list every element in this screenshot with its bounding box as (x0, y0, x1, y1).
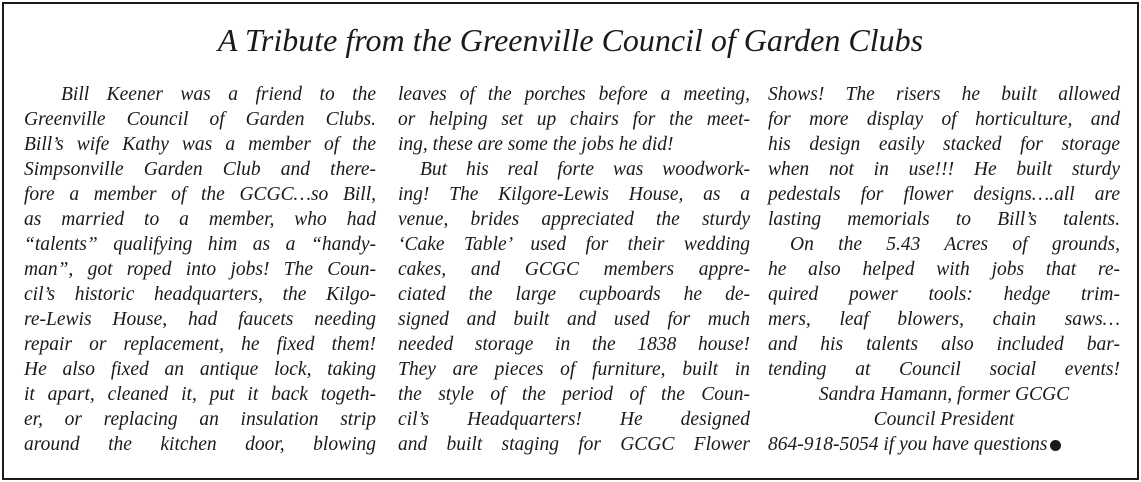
text-line: “talents” qualifying him as a “handy- (24, 234, 376, 255)
text-line: when not in use!!! He built sturdy (768, 159, 1120, 180)
text-line: ‘Cake Table’ used for their wedding (398, 234, 750, 255)
text-line: signed and built and used for much (398, 309, 750, 330)
text-line: Shows! The risers he built allowed (768, 84, 1120, 105)
text-line: re-Lewis House, had faucets needing (24, 309, 376, 330)
article-frame (2, 2, 1139, 480)
text-line: ciated the large cupboards he de- (398, 284, 750, 305)
text-line: ing! The Kilgore-Lewis House, as a (398, 184, 750, 205)
text-line: quired power tools: hedge trim- (768, 284, 1120, 305)
text-line: Bill’s wife Kathy was a member of the (24, 134, 376, 155)
text-line: cil’s historic headquarters, the Kilgo- (24, 284, 376, 305)
text-line: the style of the period of the Coun- (398, 384, 750, 405)
text-line: ing, these are some the jobs he did! (398, 134, 674, 155)
text-line: cil’s Headquarters! He designed (398, 409, 750, 430)
end-mark-icon (1050, 440, 1061, 451)
article-column-3 (768, 82, 1120, 457)
text-line: cakes, and GCGC members appre- (398, 259, 750, 280)
article-column-1 (24, 82, 376, 457)
text-line: he also helped with jobs that re- (768, 259, 1120, 280)
text-line: or helping set up chairs for the meet- (398, 109, 750, 130)
text-line: and built staging for GCGC Flower (398, 434, 750, 455)
contact-text: 864-918-5054 if you have questions (768, 434, 1048, 455)
text-line: er, or replacing an insulation strip (24, 409, 376, 430)
text-line: his design easily stacked for storage (768, 134, 1120, 155)
text-line: around the kitchen door, blowing (24, 434, 376, 455)
text-line: On the 5.43 Acres of grounds, (790, 234, 1120, 255)
text-line: and his talents also included bar- (768, 334, 1120, 355)
text-line: as married to a member, who had (24, 209, 376, 230)
text-line: They are pieces of furniture, built in (398, 359, 750, 380)
text-line: pedestals for flower designs….all are (768, 184, 1120, 205)
signature-title: Council President (873, 409, 1015, 430)
text-line: for more display of horticulture, and (768, 109, 1120, 130)
text-line: it apart, cleaned it, put it back togeth- (24, 384, 376, 405)
text-line: Greenville Council of Garden Clubs. (24, 109, 376, 130)
text-line: lasting memorials to Bill’s talents. (768, 209, 1120, 230)
article-column-2 (398, 82, 750, 457)
text-line: Bill Keener was a friend to the (61, 84, 376, 105)
text-line: venue, brides appreciated the sturdy (398, 209, 750, 230)
contact-line (768, 432, 1120, 457)
text-line: fore a member of the GCGC…so Bill, (24, 184, 376, 205)
text-line: man”, got roped into jobs! The Coun- (24, 259, 376, 280)
signature-name: Sandra Hamann, former GCGC (818, 384, 1070, 405)
text-line: He also fixed an antique lock, taking (24, 359, 376, 380)
text-line: needed storage in the 1838 house! (398, 334, 750, 355)
text-line: repair or replacement, he fixed them! (24, 334, 376, 355)
text-line: But his real forte was woodwork- (420, 159, 750, 180)
article-title: A Tribute from the Greenville Council of Garden Clubs (217, 22, 924, 58)
text-line: leaves of the porches before a meeting, (398, 84, 750, 105)
text-line: tending at Council social events! (768, 359, 1120, 380)
text-line: mers, leaf blowers, chain saws… (768, 309, 1120, 330)
text-line: Simpsonville Garden Club and there- (24, 159, 376, 180)
